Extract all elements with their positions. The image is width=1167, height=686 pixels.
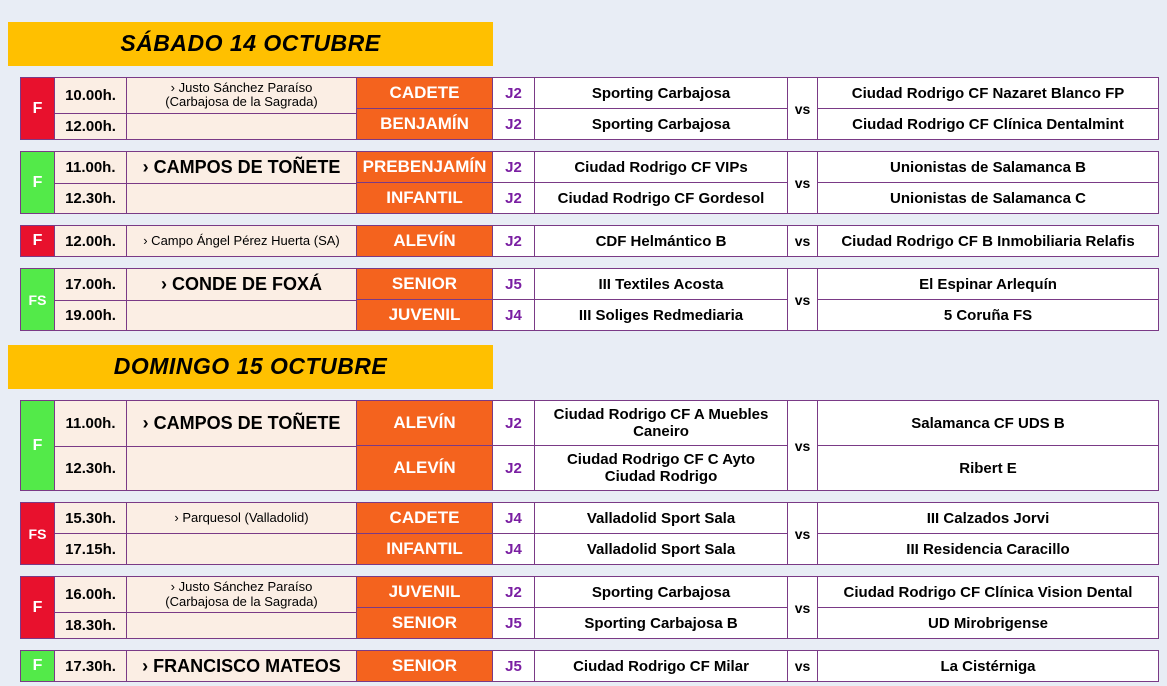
fixtures-column: [493, 78, 788, 139]
fixture-row: [493, 533, 788, 564]
fixtures-column: [493, 651, 788, 681]
away-team: Ciudad Rodrigo CF B Inmobiliaria Relafis: [841, 232, 1135, 250]
match-block: [20, 576, 1159, 639]
away-team: III Calzados Jorvi: [926, 509, 1050, 527]
time-venue-group: [55, 152, 357, 213]
sport-badge: F: [21, 577, 55, 638]
venue-name: › FRANCISCO MATEOS: [142, 655, 341, 676]
venue-name: › Campo Ángel Pérez Huerta (SA): [143, 233, 340, 249]
home-team: Sporting Carbajosa: [535, 109, 788, 139]
versus-label: vs: [788, 503, 818, 564]
fixtures-column: [493, 226, 788, 256]
home-team: III Soliges Redmediaria: [535, 300, 788, 330]
venue-cell: [127, 152, 356, 182]
time-venue-group: [55, 577, 357, 638]
away-team: III Residencia Caracillo: [818, 533, 1158, 564]
versus-label: vs: [788, 78, 818, 139]
away-column: [818, 226, 1158, 256]
venue-cell-filler: [127, 301, 356, 331]
fixtures-page: [0, 22, 1167, 686]
match-time: 11.00h.: [55, 401, 127, 445]
match-time: 12.00h.: [55, 226, 127, 256]
category-label: ALEVÍN: [357, 226, 492, 256]
sport-badge: FS: [21, 503, 55, 564]
match-block: [20, 151, 1159, 214]
time-venue-row: [55, 401, 356, 445]
category-column: [357, 651, 493, 681]
versus-label: vs: [788, 577, 818, 638]
matchday-label: J2: [493, 183, 535, 213]
venue-cell-filler: [127, 534, 356, 564]
matchday-label: J2: [493, 577, 535, 607]
matchday-label: J5: [493, 608, 535, 638]
time-venue-row: [55, 226, 356, 256]
match-time: 16.00h.: [55, 577, 127, 612]
category-column: [357, 269, 493, 330]
fixture-row: [493, 152, 788, 182]
fixtures-column: [493, 577, 788, 638]
away-team: 5 Coruña FS: [818, 299, 1158, 330]
matchday-label: J2: [493, 226, 535, 256]
category-label: INFANTIL: [357, 533, 492, 564]
category-label: INFANTIL: [357, 182, 492, 213]
home-team: Ciudad Rodrigo CF Milar: [535, 651, 788, 681]
fixture-row: [493, 108, 788, 139]
fixture-row: [493, 607, 788, 638]
fixture-row: [493, 577, 788, 607]
category-column: [357, 401, 493, 490]
venue-cell: [127, 503, 356, 533]
time-venue-row: [55, 446, 356, 491]
matchday-label: J2: [493, 78, 535, 108]
fixture-row: [493, 503, 788, 533]
venue-cell: [127, 226, 356, 256]
category-label: CADETE: [357, 503, 492, 533]
time-venue-group: [55, 269, 357, 330]
fixture-row: [493, 401, 788, 445]
away-column: [818, 577, 1158, 638]
match-block: [20, 268, 1159, 331]
sport-badge: F: [21, 152, 55, 213]
away-team: Unionistas de Salamanca C: [818, 182, 1158, 213]
category-label: JUVENIL: [357, 577, 492, 607]
fixtures-column: [493, 269, 788, 330]
home-team: Sporting Carbajosa B: [535, 608, 788, 638]
match-time: 19.00h.: [55, 301, 127, 331]
day-header-sunday: DOMINGO 15 OCTUBRE: [8, 345, 493, 389]
away-column: [818, 651, 1158, 681]
category-label: SENIOR: [357, 651, 492, 681]
venue-cell: [127, 577, 356, 612]
away-team: UD Mirobrigense: [818, 607, 1158, 638]
sport-badge: F: [21, 651, 55, 681]
venue-name: › CAMPOS DE TOÑETE: [142, 412, 341, 433]
away-team: Ciudad Rodrigo CF Clínica Vision Dental: [843, 583, 1133, 601]
venue-name: › Parquesol (Valladolid): [174, 510, 309, 526]
venue-name: › CAMPOS DE TOÑETE: [142, 156, 341, 177]
category-label: PREBENJAMÍN: [357, 152, 492, 182]
home-team: Ciudad Rodrigo CF C Ayto Ciudad Rodrigo: [535, 446, 788, 490]
home-team: CDF Helmántico B: [535, 226, 788, 256]
category-label: ALEVÍN: [357, 401, 492, 445]
away-team: Ciudad Rodrigo CF Nazaret Blanco FP: [851, 84, 1125, 102]
venue-subtitle: (Carbajosa de la Sagrada): [165, 94, 318, 110]
match-time: 12.30h.: [55, 447, 127, 491]
away-team: El Espinar Arlequín: [919, 275, 1057, 293]
fixture-row: [493, 269, 788, 299]
versus-label: vs: [788, 269, 818, 330]
time-venue-row: [55, 269, 356, 299]
time-venue-row: [55, 152, 356, 182]
time-venue-row: [55, 113, 356, 139]
away-team: Salamanca CF UDS B: [911, 414, 1065, 432]
sport-badge: F: [21, 226, 55, 256]
matchday-label: J5: [493, 269, 535, 299]
away-column: [818, 503, 1158, 564]
match-time: 15.30h.: [55, 503, 127, 533]
time-venue-row: [55, 183, 356, 214]
match-time: 11.00h.: [55, 152, 127, 182]
category-label: CADETE: [357, 78, 492, 108]
matchday-label: J4: [493, 534, 535, 564]
fixtures-column: [493, 503, 788, 564]
category-label: JUVENIL: [357, 299, 492, 330]
match-time: 17.15h.: [55, 534, 127, 564]
versus-label: vs: [788, 152, 818, 213]
matchday-label: J5: [493, 651, 535, 681]
venue-cell: [127, 401, 356, 445]
away-team: Unionistas de Salamanca B: [890, 158, 1086, 176]
away-column: [818, 269, 1158, 330]
versus-label: vs: [788, 401, 818, 490]
matchday-label: J4: [493, 300, 535, 330]
match-time: 12.30h.: [55, 184, 127, 214]
category-label: BENJAMÍN: [357, 108, 492, 139]
category-column: [357, 503, 493, 564]
matchday-label: J2: [493, 401, 535, 445]
fixture-row: [493, 299, 788, 330]
venue-cell-filler: [127, 447, 356, 491]
venue-cell-filler: [127, 184, 356, 214]
match-time: 10.00h.: [55, 78, 127, 113]
time-venue-row: [55, 503, 356, 533]
time-venue-group: [55, 651, 357, 681]
home-team: III Textiles Acosta: [535, 269, 788, 299]
category-label: SENIOR: [357, 607, 492, 638]
matchday-label: J2: [493, 446, 535, 490]
home-team: Ciudad Rodrigo CF Gordesol: [535, 183, 788, 213]
time-venue-row: [55, 577, 356, 612]
venue-name: › CONDE DE FOXÁ: [160, 273, 322, 294]
sport-badge: F: [21, 78, 55, 139]
matchday-label: J2: [493, 109, 535, 139]
matchday-label: J2: [493, 152, 535, 182]
match-time: 12.00h.: [55, 114, 127, 139]
category-column: [357, 152, 493, 213]
matchday-label: J4: [493, 503, 535, 533]
away-team: La Cistérniga: [940, 657, 1036, 675]
match-block: [20, 77, 1159, 140]
sport-badge: FS: [21, 269, 55, 330]
versus-label: vs: [788, 651, 818, 681]
home-team: Valladolid Sport Sala: [535, 534, 788, 564]
fixtures-column: [493, 152, 788, 213]
match-time: 18.30h.: [55, 613, 127, 638]
time-venue-row: [55, 78, 356, 113]
match-block: [20, 400, 1159, 491]
venue-cell: [127, 269, 356, 299]
time-venue-group: [55, 503, 357, 564]
time-venue-row: [55, 533, 356, 564]
venue-name: › Justo Sánchez Paraíso: [170, 579, 313, 595]
time-venue-row: [55, 300, 356, 331]
fixture-row: [493, 182, 788, 213]
venue-cell: [127, 78, 356, 113]
versus-label: vs: [788, 226, 818, 256]
time-venue-row: [55, 651, 356, 681]
sport-badge: F: [21, 401, 55, 490]
venue-subtitle: (Carbajosa de la Sagrada): [165, 593, 318, 609]
away-column: [818, 152, 1158, 213]
venue-cell: [127, 651, 356, 681]
home-team: Ciudad Rodrigo CF VIPs: [535, 152, 788, 182]
venue-cell-filler: [127, 613, 356, 638]
time-venue-group: [55, 401, 357, 490]
match-block: [20, 650, 1159, 682]
time-venue-row: [55, 612, 356, 638]
match-block: [20, 502, 1159, 565]
away-column: [818, 401, 1158, 490]
venue-name: › Justo Sánchez Paraíso: [170, 80, 313, 95]
fixture-row: [493, 445, 788, 490]
fixtures-column: [493, 401, 788, 490]
match-block: [20, 225, 1159, 257]
fixture-row: [493, 226, 788, 256]
home-team: Sporting Carbajosa: [535, 577, 788, 607]
category-column: [357, 226, 493, 256]
away-team: Ciudad Rodrigo CF Clínica Dentalmint: [818, 108, 1158, 139]
match-time: 17.30h.: [55, 651, 127, 681]
home-team: Ciudad Rodrigo CF A Muebles Caneiro: [535, 401, 788, 445]
home-team: Sporting Carbajosa: [535, 78, 788, 108]
category-label: ALEVÍN: [357, 445, 492, 490]
time-venue-group: [55, 78, 357, 139]
home-team: Valladolid Sport Sala: [535, 503, 788, 533]
category-column: [357, 577, 493, 638]
away-team: Ribert E: [818, 445, 1158, 490]
fixture-row: [493, 78, 788, 108]
day-header-saturday: SÁBADO 14 OCTUBRE: [8, 22, 493, 66]
match-time: 17.00h.: [55, 269, 127, 299]
category-column: [357, 78, 493, 139]
fixture-row: [493, 651, 788, 681]
time-venue-group: [55, 226, 357, 256]
away-column: [818, 78, 1158, 139]
category-label: SENIOR: [357, 269, 492, 299]
venue-cell-filler: [127, 114, 356, 139]
